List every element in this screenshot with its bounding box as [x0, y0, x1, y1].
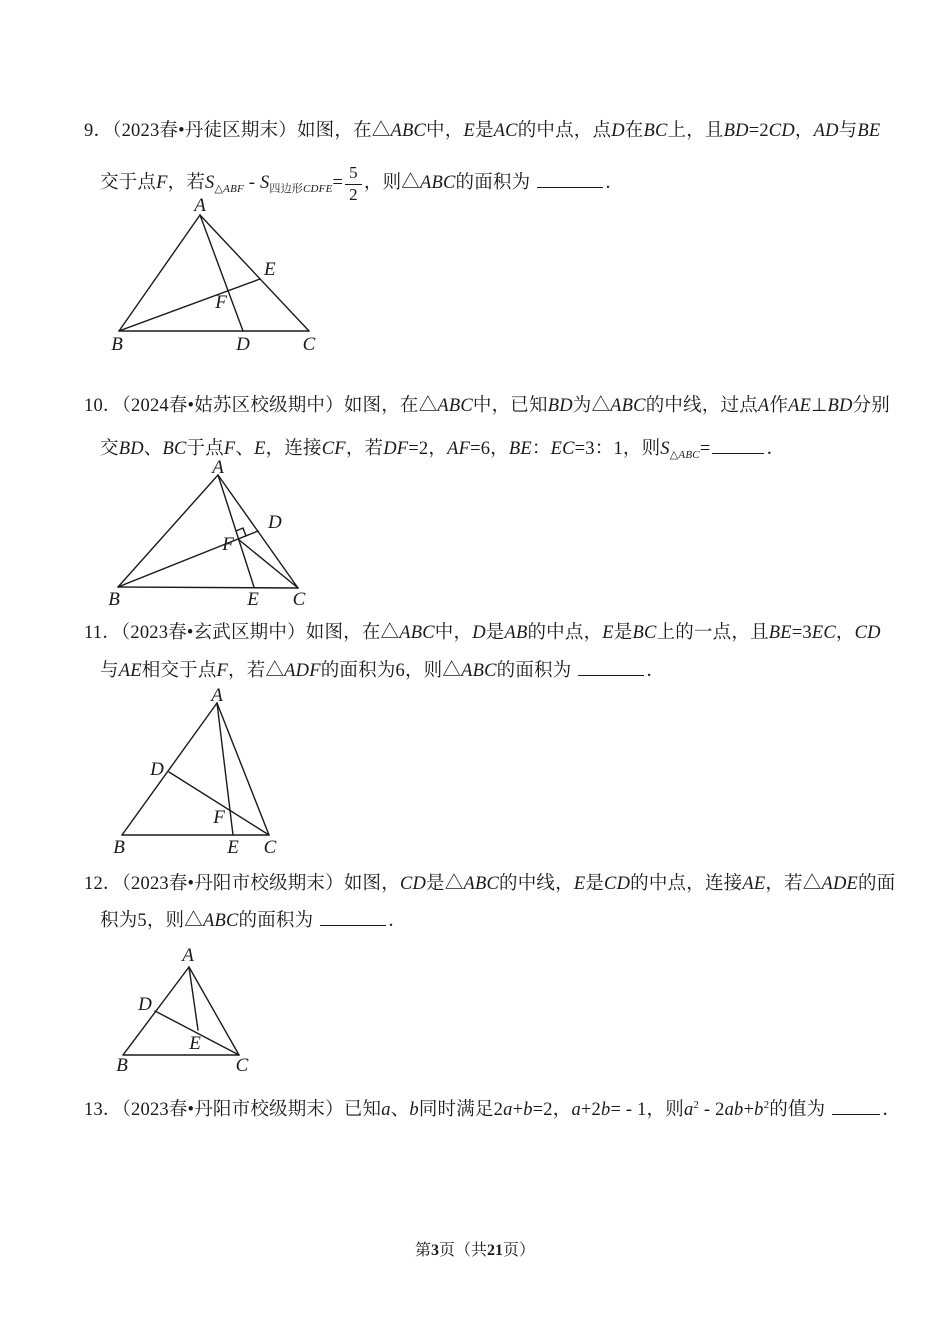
vertex-label-F: F — [213, 807, 225, 828]
text-run: ． — [605, 172, 624, 193]
problem-10-triangle-diagram — [100, 457, 330, 615]
vertex-label-F: F — [215, 292, 227, 313]
text-run: =2， — [532, 1100, 572, 1120]
vertex-label-B: B — [111, 334, 123, 355]
text-run: 分别 — [852, 396, 890, 416]
text-run: 2 — [763, 1099, 770, 1111]
text-run: 、 — [235, 439, 255, 459]
text-run: b — [523, 1100, 533, 1120]
text-run: + — [512, 1100, 524, 1120]
answer-blank — [537, 171, 603, 188]
text-run: 与 — [100, 661, 119, 681]
text-run: AE — [118, 661, 142, 681]
text-run: 作 — [769, 396, 789, 416]
text-run: 相交于点 — [141, 661, 217, 681]
text-run: b — [754, 1100, 764, 1120]
text-run: S — [660, 439, 670, 459]
text-run: ． — [766, 439, 786, 459]
vertex-label-C: C — [292, 589, 306, 610]
vertex-label-E: E — [189, 1033, 201, 1054]
text-run: AD — [813, 121, 839, 141]
text-run: △ — [214, 182, 224, 195]
text-run: =3：1，则 — [574, 439, 661, 459]
segment-line — [200, 215, 309, 331]
text-run: F — [223, 439, 236, 459]
vertex-label-A: A — [194, 195, 206, 216]
text-run: 11．（2023春•玄武区期中）如图，在△ — [84, 623, 400, 643]
problem-13-line-1 — [84, 1092, 901, 1123]
text-run: ， — [835, 623, 855, 643]
text-run: - — [243, 172, 260, 193]
text-run: BD — [118, 439, 144, 459]
text-run: ． — [882, 1100, 901, 1120]
text-run: 第 — [414, 1242, 431, 1259]
text-run: +2 — [580, 1100, 601, 1120]
triangle-figure — [95, 195, 345, 360]
text-run: BE — [508, 439, 532, 459]
triangle-figure — [105, 685, 305, 858]
segment-line — [189, 967, 198, 1030]
text-run: 页） — [503, 1242, 536, 1259]
text-run: 中，已知 — [472, 396, 548, 416]
vertex-label-E: E — [264, 259, 276, 280]
problem-10-line-2 — [100, 436, 785, 468]
text-run: 的中点，点 — [517, 121, 612, 141]
text-run: + — [743, 1100, 755, 1120]
text-run: AE — [742, 874, 766, 894]
text-run: S — [205, 172, 215, 193]
vertex-label-A: A — [182, 945, 194, 966]
segment-line — [118, 587, 298, 588]
answer-blank — [320, 909, 386, 926]
text-run: = — [699, 439, 711, 459]
text-run: CDFE — [303, 182, 333, 195]
text-run: ABC — [437, 396, 473, 416]
text-run: a — [571, 1100, 581, 1120]
text-run: 10．（2024春•姑苏区校级期中）如图，在△ — [84, 396, 438, 416]
segment-line — [200, 215, 243, 331]
text-run: ，连接 — [265, 439, 322, 459]
text-run: ，若△ — [765, 874, 822, 894]
text-run: 在 — [624, 121, 644, 141]
text-run: AE — [788, 396, 812, 416]
text-run: BD — [723, 121, 749, 141]
vertex-label-B: B — [116, 1055, 128, 1076]
vertex-label-C: C — [302, 334, 316, 355]
text-run: 的面 — [858, 874, 896, 894]
text-run: E — [254, 439, 266, 459]
problem-10-line-1 — [84, 393, 890, 419]
text-run: ABC — [419, 172, 456, 193]
text-run: CD — [854, 623, 881, 643]
text-run: CD — [604, 874, 631, 894]
vertex-label-D: D — [138, 994, 152, 1015]
text-run: CF — [321, 439, 346, 459]
vertex-label-A: A — [212, 457, 224, 478]
text-run: = - 1，则 — [610, 1100, 684, 1120]
text-run: ，若 — [345, 439, 384, 459]
text-run: =6， — [470, 439, 509, 459]
text-run: = — [332, 172, 344, 193]
text-run: ，若△ — [228, 661, 285, 681]
text-run: ABC — [463, 874, 499, 894]
text-run: a — [503, 1100, 513, 1120]
text-run: 的面积为 — [455, 172, 536, 193]
problem-12-triangle-diagram — [105, 945, 265, 1075]
text-run: 交于点 — [100, 172, 157, 193]
answer-blank — [832, 1098, 880, 1115]
text-run: 上的一点，且 — [656, 623, 769, 643]
text-run: EC — [550, 439, 575, 459]
text-run: 21 — [487, 1242, 503, 1259]
text-run: =2， — [408, 439, 448, 459]
text-run: =2 — [748, 121, 769, 141]
text-run: 的面积为6，则△ — [320, 661, 462, 681]
text-run: CD — [399, 874, 427, 894]
segment-line — [119, 215, 200, 331]
problem-11-line-1 — [84, 620, 881, 646]
vertex-label-B: B — [108, 589, 120, 610]
text-run: 、 — [143, 439, 163, 459]
text-run: 的中线， — [499, 874, 574, 894]
text-run: 为△ — [572, 396, 611, 416]
text-run: F — [156, 172, 168, 193]
text-run: BD — [547, 396, 573, 416]
triangle-figure — [105, 945, 265, 1075]
vertex-label-E: E — [247, 589, 259, 610]
text-run: 上，且 — [667, 121, 724, 141]
text-run: CD — [768, 121, 795, 141]
text-run: BC — [632, 623, 657, 643]
text-run: 9．（2023春•丹徒区期末）如图，在△ — [84, 121, 391, 141]
problem-12-line-2 — [100, 908, 407, 934]
text-run: 与 — [838, 121, 858, 141]
text-run: 的值为 — [769, 1100, 831, 1120]
text-run: 、 — [390, 1100, 410, 1120]
answer-blank — [578, 659, 644, 676]
text-run: △ — [669, 449, 679, 461]
vertex-label-D: D — [150, 759, 164, 780]
triangle-figure — [100, 457, 330, 615]
text-run: 的中点， — [527, 623, 603, 643]
text-run: 的面积为 — [496, 661, 577, 681]
text-run: E — [602, 623, 614, 643]
text-run: ab — [724, 1100, 744, 1120]
text-run: 中， — [434, 623, 473, 643]
page-footer — [0, 1240, 950, 1262]
text-run: ABC — [678, 449, 700, 461]
text-run: a — [381, 1100, 391, 1120]
text-run: 于点 — [186, 439, 224, 459]
text-run: A — [757, 396, 770, 416]
text-run: 页（共 — [438, 1242, 487, 1259]
text-run: S — [259, 172, 270, 193]
text-run: 的面积为 — [238, 911, 319, 931]
text-run: ABC — [461, 661, 497, 681]
text-run: b — [409, 1100, 419, 1120]
text-run: - 2 — [699, 1100, 725, 1120]
text-run: AF — [447, 439, 471, 459]
text-run: BD — [827, 396, 853, 416]
text-run: 是 — [613, 623, 633, 643]
problem-9-line-1 — [84, 118, 880, 144]
problem-12-line-1 — [84, 871, 895, 897]
text-run: 是△ — [426, 874, 464, 894]
text-run: 的中线，过点 — [645, 396, 758, 416]
vertex-label-D: D — [236, 334, 250, 355]
text-run: a — [683, 1100, 694, 1120]
vertex-label-C: C — [235, 1055, 249, 1076]
text-run: 的中点，连接 — [630, 874, 743, 894]
text-run: DF — [383, 439, 409, 459]
text-run: 交 — [100, 439, 119, 459]
text-run: ABC — [399, 623, 435, 643]
segment-line — [118, 531, 258, 587]
text-run: b — [601, 1100, 611, 1120]
text-run: D — [472, 623, 486, 643]
text-run: 中， — [426, 121, 464, 141]
text-run: =3 — [791, 623, 812, 643]
text-run: ． — [646, 661, 665, 681]
text-run: 2 — [693, 1099, 700, 1111]
text-run: F — [216, 661, 229, 681]
text-run: E — [573, 874, 586, 894]
text-run: 同时满足2 — [418, 1100, 504, 1120]
text-run: ⊥ — [811, 396, 828, 416]
text-run: ABC — [390, 121, 427, 141]
problem-11-triangle-diagram — [105, 685, 305, 858]
text-run: EC — [811, 623, 836, 643]
text-run: 12．（2023春•丹阳市校级期末）如图， — [84, 874, 400, 894]
text-run: ，若 — [167, 172, 206, 193]
text-run: ． — [388, 911, 407, 931]
text-run: ABC — [610, 396, 646, 416]
text-run: BC — [162, 439, 187, 459]
vertex-label-A: A — [211, 685, 223, 706]
text-run: ADF — [284, 661, 321, 681]
text-run: ADE — [821, 874, 859, 894]
vertex-label-E: E — [227, 837, 239, 858]
segment-line — [118, 475, 218, 587]
text-run: 3 — [430, 1242, 439, 1259]
segment-line — [119, 279, 260, 331]
answer-blank — [712, 437, 764, 454]
text-run: BE — [857, 121, 881, 141]
problem-11-line-2 — [100, 658, 665, 684]
text-run: AB — [504, 623, 528, 643]
text-run: ： — [531, 439, 551, 459]
text-run: 是 — [474, 121, 494, 141]
vertex-label-C: C — [263, 837, 277, 858]
problem-9-line-2 — [100, 163, 624, 204]
text-run: 积为5，则△ — [100, 911, 203, 931]
vertex-label-D: D — [268, 512, 282, 533]
text-run: E — [463, 121, 475, 141]
text-run: BE — [768, 623, 792, 643]
text-run: D — [611, 121, 625, 141]
text-run: ABC — [202, 911, 239, 931]
text-run: 是 — [485, 623, 505, 643]
text-run: AC — [493, 121, 518, 141]
text-run: ，则△ — [363, 172, 420, 193]
text-run: ， — [794, 121, 814, 141]
text-run: 是 — [585, 874, 605, 894]
segment-line — [122, 703, 217, 835]
text-run: 四边形 — [269, 182, 303, 195]
vertex-label-B: B — [113, 837, 125, 858]
vertex-label-F: F — [222, 534, 234, 555]
text-run: 13．（2023春•丹阳市校级期末）已知 — [84, 1100, 382, 1120]
problem-9-triangle-diagram — [95, 195, 345, 360]
text-run: BC — [643, 121, 668, 141]
text-run: ABF — [223, 182, 244, 195]
fraction: $\frac{5}{2}$ — [345, 163, 362, 204]
